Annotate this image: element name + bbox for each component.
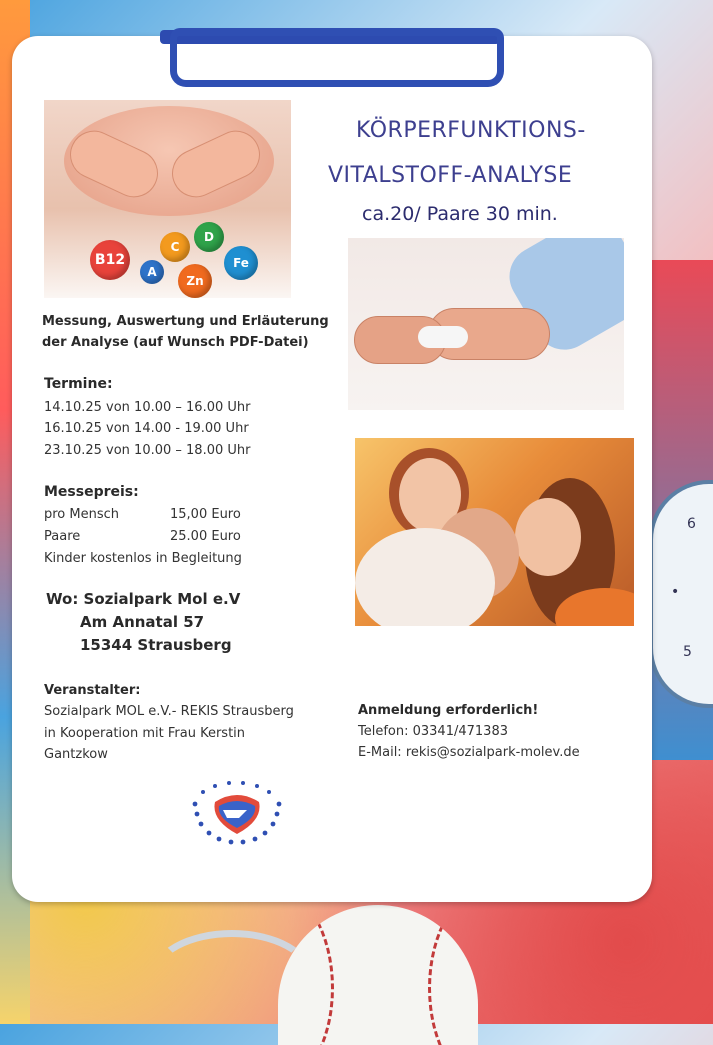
- registration-phone: Telefon: 03341/471383: [358, 724, 508, 739]
- organizer-line-3: Gantzkow: [44, 747, 108, 762]
- vitamin-c-ball: C: [160, 232, 190, 262]
- location-line-3: 15344 Strausberg: [80, 636, 232, 654]
- organizer-heading: Veranstalter:: [44, 683, 141, 698]
- title-line-1: KÖRPERFUNKTIONS-: [356, 118, 586, 143]
- intro-line-2: der Analyse (auf Wunsch PDF-Datei): [42, 335, 309, 350]
- price-label: Paare: [44, 529, 81, 544]
- price-label: pro Mensch: [44, 507, 120, 522]
- vitamin-d-ball: D: [194, 222, 224, 252]
- organizer-line-1: Sozialpark MOL e.V.- REKIS Strausberg: [44, 704, 294, 719]
- messepreis-heading: Messepreis:: [44, 484, 139, 500]
- price-value: 25.00 Euro: [170, 529, 241, 544]
- clipboard-clip: [170, 28, 504, 87]
- photo-belly-vitamins: [44, 100, 291, 298]
- vitamin-b12-ball: B12: [90, 240, 130, 280]
- vitamin-zn-ball: Zn: [178, 264, 212, 298]
- photo-hands: [348, 238, 624, 410]
- registration-email: E-Mail: rekis@sozialpark-molev.de: [358, 745, 580, 760]
- sozialpark-logo: [187, 780, 287, 846]
- location-line-2: Am Annatal 57: [80, 613, 205, 631]
- price-value: 15,00 Euro: [170, 507, 241, 522]
- baseball-decoration: [278, 905, 478, 1045]
- termine-item: 14.10.25 von 10.00 – 16.00 Uhr: [44, 400, 251, 415]
- photo-family: [355, 438, 634, 626]
- clock-decoration: 6 • 5: [649, 480, 713, 708]
- vitamin-a-ball: A: [140, 260, 164, 284]
- registration-heading: Anmeldung erforderlich!: [358, 703, 539, 718]
- termine-heading: Termine:: [44, 376, 113, 392]
- organizer-line-2: in Kooperation mit Frau Kerstin: [44, 726, 246, 741]
- termine-item: 23.10.25 von 10.00 – 18.00 Uhr: [44, 443, 251, 458]
- location-line-1: Wo: Sozialpark Mol e.V: [46, 590, 241, 608]
- price-note: Kinder kostenlos in Begleitung: [44, 551, 242, 566]
- title-line-2: VITALSTOFF-ANALYSE: [328, 163, 573, 188]
- vitamin-fe-ball: Fe: [224, 246, 258, 280]
- termine-item: 16.10.25 von 14.00 - 19.00 Uhr: [44, 421, 249, 436]
- intro-line-1: Messung, Auswertung und Erläuterung: [42, 314, 329, 329]
- title-line-3: ca.20/ Paare 30 min.: [362, 203, 558, 225]
